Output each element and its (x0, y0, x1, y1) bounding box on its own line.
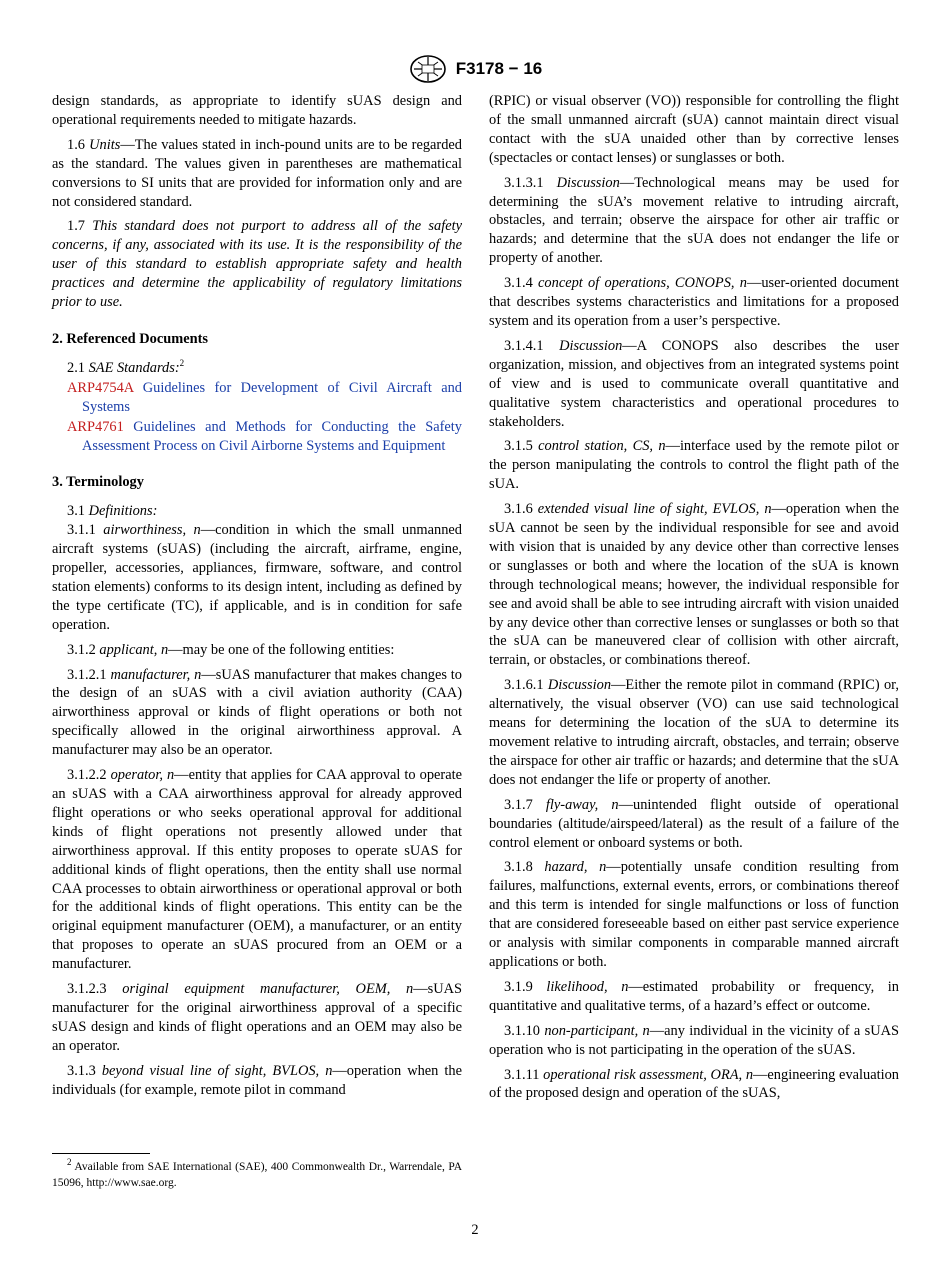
discussion-3-1-3-1: 3.1.3.1 Discussion—Technological means may be used for determining the sUA’s movement relative to intruding aircraft, obstacles, and terrain; observe the airspace for other air traffic or hazards; and determine that the sUA does not endanger the life or property of another. (489, 174, 899, 267)
definition-3-1-3: 3.1.3 beyond visual line of sight, BVLOS, n—operation when the individuals (for example, remote pilot in command (52, 1062, 462, 1098)
page-number: 2 (471, 1222, 479, 1238)
discussion-3-1-4-1: 3.1.4.1 Discussion—A CONOPS also describes the user organization, mission, and objectives from an integrated systems point of view and is used to communicate overall quantitative and qualitative system characteristics and operational procedures to stakeholders. (489, 337, 899, 430)
discussion-3-1-6-1: 3.1.6.1 Discussion—Either the remote pilot in command (RPIC) or, alternatively, the visual observer (VO) can use said technological means for determining the location of the sUA to determine its movement relative to intruding aircraft, obstacles, and terrain; observe the airspace for other air traffic or hazards; and determine that the sUA does not endanger the life or property of another. (489, 677, 899, 788)
definition-3-1-8: 3.1.8 hazard, n—potentially unsafe condition resulting from failures, malfunctions, external events, errors, or combinations thereof and this term is intended for single malfunctions or loss of function that are considered foreseeable based on either past service experience or analysis with similar components in comparable manned aircraft applications or both. (489, 859, 899, 970)
definition-3-1-10: 3.1.10 non-participant, n—any individual in the vicinity of a sUAS operation who is not participating in the operation of the sUAS. (489, 1022, 899, 1058)
paragraph: (RPIC) or visual observer (VO)) responsible for controlling the flight of the small unmanned aircraft (sUA) cannot maintain direct visual contact with the sUA unaided other than by corrective lenses (spectacles or contact lenses) or sunglasses or both. (489, 93, 899, 166)
section-1-6: 1.6 Units—The values stated in inch-pound units are to be regarded as the standard. The values given in parentheses are mathematical conversions to SI units that are provided for information only and are not considered standard. (52, 136, 462, 210)
definition-3-1-11: 3.1.11 operational risk assessment, ORA, n—engineering evaluation of the proposed design and operation of the sUAS, (489, 1066, 899, 1102)
section-2-1: 2.1 SAE Standards:$^2$ (67, 358, 185, 376)
reference-arp4754a[interactable]: ARP4754A Guidelines for Development of Civil Aircraft and Systems (67, 379, 462, 415)
definition-3-1-9: 3.1.9 likelihood, n—estimated probability or frequency, in quantitative and qualitative terms, of a hazard’s effect or outcome. (489, 978, 899, 1014)
section-3-1: 3.1 Definitions: (67, 503, 158, 520)
left-column (52, 92, 462, 1106)
paragraph: design standards, as appropriate to identify sUAS design and operational requirements needed to mitigate hazards. (52, 93, 462, 128)
section-heading-referenced-documents: 2. Referenced Documents (52, 330, 208, 347)
standard-code: F3178 − 16 (455, 59, 543, 78)
definition-3-1-2-3: 3.1.2.3 original equipment manufacturer, OEM, n—sUAS manufacturer for the original airworthiness approval of a specific sUAS design and kinds of flight operations and an OEM may also be an operator. (52, 981, 462, 1054)
definition-3-1-5: 3.1.5 control station, CS, n—interface used by the remote pilot or the person manipulating the controls to control the flight path of the sUA. (489, 438, 899, 493)
section-1-7: 1.7 This standard does not purport to address all of the safety concerns, if any, associated with its use. It is the responsibility of the user of this standard to establish appropriate safety and health practices and determine the applicability of regulatory limitations prior to use. (52, 218, 462, 311)
definition-3-1-1: 3.1.1 airworthiness, n—condition in which the small unmanned aircraft systems (sUAS) (including the aircraft, airframe, engine, propeller, accessories, appliances, firmware, software, and control station elements) conforms to its design intent, including as defined by the type certificate (TC), if applicable, and is in condition for safe operation. (52, 522, 462, 633)
definition-3-1-6: 3.1.6 extended visual line of sight, EVLOS, n—operation when the sUA cannot be seen by the individual responsible for see and avoid with vision that is unaided by any device other than corrective lenses or sunglasses or both and where the location of the sUA is known through technological means; however, the individual responsible for see and avoid shall be able to see intruding aircraft with vision unaided by any device other than corrective lenses or sunglasses or both so that the sUA can be maneuvered clear of collision with other aircraft, terrain, or obstacles, or combinations thereof. (489, 501, 899, 669)
page-header (0, 54, 950, 86)
footnote-divider (52, 1153, 150, 1154)
footnote: $^2$ Available from SAE International (SAE), 400 Commonwealth Dr., Warrendale, PA 15096, http://www.sae.org. (52, 1157, 462, 1189)
definition-3-1-2-1: 3.1.2.1 manufacturer, n—sUAS manufacturer that makes changes to the design of an sUAS with a civil aviation authority (CAA) airworthiness approval or kinds of flight operations or both not specifically allowed in the original airworthiness approval. A manufacturer may also be an operator. (52, 666, 462, 759)
reference-arp4761[interactable]: ARP4761 Guidelines and Methods for Conducting the Safety Assessment Process on Civil Airborne Systems and Equipment (67, 418, 462, 454)
definition-3-1-4: 3.1.4 concept of operations, CONOPS, n—user-oriented document that describes systems characteristics and limitations for a proposed system and its operation from a user’s perspective. (489, 275, 899, 329)
right-column (489, 92, 899, 1109)
astm-logo-icon (408, 54, 448, 84)
definition-3-1-7: 3.1.7 fly-away, n—unintended flight outside of operational boundaries (altitude/airspeed/lateral) as the result of a failure of the control element or onboard systems or both. (489, 796, 899, 851)
definition-3-1-2-2: 3.1.2.2 operator, n—entity that applies for CAA approval to operate an sUAS with a CAA airworthiness approval for already approved flight operations or who seeks operational approval for additional kinds of flight operations not presently allowed under that airworthiness approval. If this entity proposes to operate sUAS for additional kinds of flight operations, then the entity shall use normal CAA processes to obtain airworthiness or operational approval or both for the additional kinds of flight operations. This entity can be the original equipment manufacturer (OEM), a manufacturer, or an entity that proposes to operate an sUAS procured from an OEM or a manufacturer. (52, 767, 462, 973)
definition-3-1-2: 3.1.2 applicant, n—may be one of the following entities: (67, 641, 395, 658)
section-heading-terminology: 3. Terminology (52, 474, 144, 491)
